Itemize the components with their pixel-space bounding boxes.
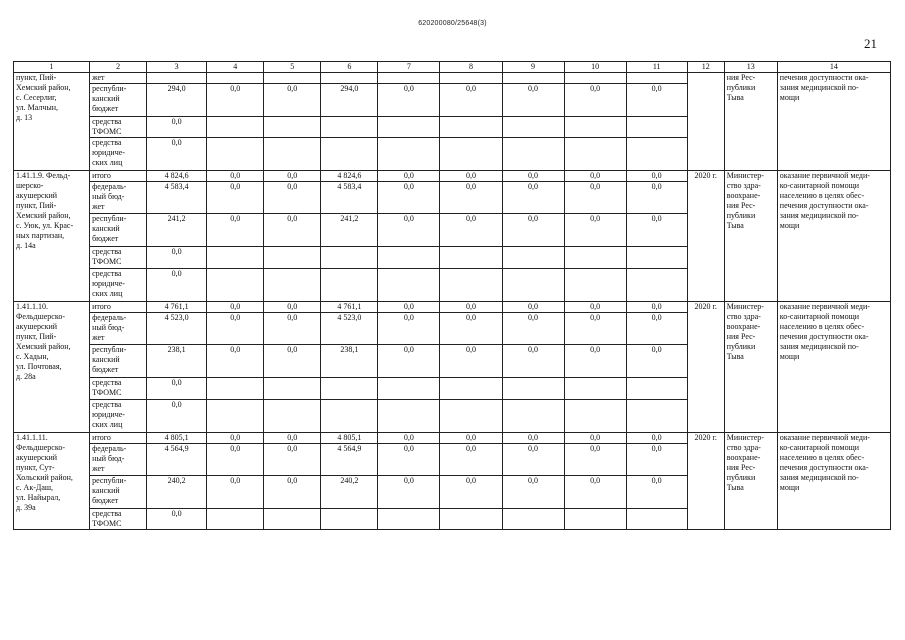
amount-cell bbox=[502, 378, 564, 400]
amount-cell: 0,0 bbox=[502, 444, 564, 476]
table-row bbox=[14, 73, 891, 84]
funding-source-cell: средства ТФОМС bbox=[90, 247, 147, 269]
amount-cell: 0,0 bbox=[264, 182, 321, 214]
amount-cell bbox=[264, 117, 321, 138]
amount-cell bbox=[264, 378, 321, 400]
amount-cell: 0,0 bbox=[207, 313, 264, 345]
amount-cell: 4 824,6 bbox=[147, 171, 207, 182]
amount-cell bbox=[440, 138, 502, 171]
amount-cell: 0,0 bbox=[626, 444, 687, 476]
amount-cell: 0,0 bbox=[264, 433, 321, 444]
amount-cell bbox=[207, 400, 264, 433]
amount-cell: 0,0 bbox=[440, 345, 502, 378]
amount-cell bbox=[378, 247, 440, 269]
funding-source-cell: средства юридиче- ских лиц bbox=[90, 269, 147, 302]
amount-cell bbox=[321, 73, 378, 84]
amount-cell: 0,0 bbox=[502, 214, 564, 247]
object-name-cell: пункт, Пий- Хемский район, с. Сесерлиг, ул. Малчын, д. 13 bbox=[14, 73, 90, 171]
column-number: 4 bbox=[207, 62, 264, 73]
column-number: 14 bbox=[777, 62, 890, 73]
amount-cell: 0,0 bbox=[147, 269, 207, 302]
amount-cell: 4 523,0 bbox=[321, 313, 378, 345]
year-cell: 2020 г. bbox=[687, 433, 724, 530]
amount-cell: 0,0 bbox=[147, 247, 207, 269]
amount-cell bbox=[564, 73, 626, 84]
amount-cell: 0,0 bbox=[626, 84, 687, 117]
column-number: 9 bbox=[502, 62, 564, 73]
amount-cell bbox=[502, 247, 564, 269]
amount-cell bbox=[264, 73, 321, 84]
amount-cell: 0,0 bbox=[564, 182, 626, 214]
amount-cell bbox=[440, 269, 502, 302]
amount-cell: 4 583,4 bbox=[321, 182, 378, 214]
amount-cell bbox=[207, 509, 264, 530]
amount-cell: 0,0 bbox=[378, 476, 440, 509]
amount-cell: 0,0 bbox=[564, 302, 626, 313]
amount-cell: 0,0 bbox=[378, 84, 440, 117]
amount-cell: 0,0 bbox=[264, 313, 321, 345]
amount-cell bbox=[378, 269, 440, 302]
amount-cell bbox=[440, 509, 502, 530]
amount-cell bbox=[626, 247, 687, 269]
amount-cell bbox=[440, 400, 502, 433]
amount-cell: 0,0 bbox=[264, 214, 321, 247]
amount-cell: 0,0 bbox=[378, 433, 440, 444]
executor-cell: Министер- ство здра- воохране- ния Рес- публики Тыва bbox=[724, 171, 777, 302]
funding-source-cell: республи- канский бюджет bbox=[90, 84, 147, 117]
amount-cell bbox=[378, 400, 440, 433]
amount-cell: 4 564,9 bbox=[147, 444, 207, 476]
funding-source-cell: федераль- ный бюд- жет bbox=[90, 182, 147, 214]
executor-cell: Министер- ство здра- воохране- ния Рес- публики Тыва bbox=[724, 302, 777, 433]
amount-cell bbox=[502, 117, 564, 138]
amount-cell: 0,0 bbox=[440, 313, 502, 345]
goal-cell: печения доступности ока- зания медицинской по- мощи bbox=[777, 73, 890, 171]
amount-cell: 0,0 bbox=[378, 214, 440, 247]
amount-cell bbox=[321, 247, 378, 269]
funding-source-cell: итого bbox=[90, 302, 147, 313]
amount-cell bbox=[264, 509, 321, 530]
amount-cell: 0,0 bbox=[264, 345, 321, 378]
column-number: 2 bbox=[90, 62, 147, 73]
amount-cell bbox=[378, 378, 440, 400]
amount-cell: 0,0 bbox=[440, 444, 502, 476]
amount-cell: 0,0 bbox=[502, 345, 564, 378]
amount-cell: 0,0 bbox=[378, 313, 440, 345]
amount-cell: 241,2 bbox=[147, 214, 207, 247]
amount-cell: 0,0 bbox=[207, 84, 264, 117]
amount-cell: 0,0 bbox=[264, 302, 321, 313]
amount-cell: 4 761,1 bbox=[321, 302, 378, 313]
amount-cell: 0,0 bbox=[147, 400, 207, 433]
amount-cell: 240,2 bbox=[321, 476, 378, 509]
funding-source-cell: республи- канский бюджет bbox=[90, 476, 147, 509]
amount-cell bbox=[564, 247, 626, 269]
amount-cell bbox=[147, 73, 207, 84]
funding-source-cell: федераль- ный бюд- жет bbox=[90, 444, 147, 476]
amount-cell: 0,0 bbox=[207, 171, 264, 182]
amount-cell: 0,0 bbox=[378, 444, 440, 476]
amount-cell: 4 824,6 bbox=[321, 171, 378, 182]
column-number: 7 bbox=[378, 62, 440, 73]
amount-cell: 0,0 bbox=[264, 476, 321, 509]
funding-source-cell: средства ТФОМС bbox=[90, 509, 147, 530]
amount-cell: 0,0 bbox=[626, 302, 687, 313]
amount-cell bbox=[321, 269, 378, 302]
amount-cell: 0,0 bbox=[440, 171, 502, 182]
amount-cell: 0,0 bbox=[564, 313, 626, 345]
funding-source-cell: средства ТФОМС bbox=[90, 117, 147, 138]
amount-cell bbox=[502, 400, 564, 433]
amount-cell bbox=[564, 400, 626, 433]
amount-cell: 0,0 bbox=[564, 444, 626, 476]
amount-cell: 0,0 bbox=[564, 171, 626, 182]
amount-cell bbox=[502, 509, 564, 530]
funding-source-cell: итого bbox=[90, 171, 147, 182]
year-cell: 2020 г. bbox=[687, 171, 724, 302]
funding-source-cell: средства ТФОМС bbox=[90, 378, 147, 400]
amount-cell: 0,0 bbox=[207, 345, 264, 378]
column-number: 12 bbox=[687, 62, 724, 73]
amount-cell: 0,0 bbox=[626, 182, 687, 214]
column-number: 6 bbox=[321, 62, 378, 73]
amount-cell bbox=[264, 269, 321, 302]
amount-cell bbox=[564, 117, 626, 138]
amount-cell bbox=[440, 117, 502, 138]
amount-cell bbox=[440, 378, 502, 400]
amount-cell: 0,0 bbox=[264, 171, 321, 182]
amount-cell: 0,0 bbox=[207, 302, 264, 313]
year-cell: 2020 г. bbox=[687, 302, 724, 433]
amount-cell: 0,0 bbox=[207, 433, 264, 444]
column-number: 5 bbox=[264, 62, 321, 73]
column-number-row bbox=[14, 62, 891, 73]
amount-cell: 0,0 bbox=[378, 182, 440, 214]
amount-cell: 0,0 bbox=[440, 302, 502, 313]
amount-cell: 0,0 bbox=[207, 444, 264, 476]
goal-cell: оказание первичной меди- ко-санитарной помощи населению в целях обес- печения доступности ока- зания медицинской по- мощи bbox=[777, 171, 890, 302]
amount-cell: 0,0 bbox=[502, 302, 564, 313]
amount-cell bbox=[626, 117, 687, 138]
amount-cell bbox=[626, 509, 687, 530]
amount-cell bbox=[564, 509, 626, 530]
amount-cell bbox=[626, 400, 687, 433]
amount-cell bbox=[564, 269, 626, 302]
amount-cell: 0,0 bbox=[378, 171, 440, 182]
executor-cell: Министер- ство здра- воохране- ния Рес- публики Тыва bbox=[724, 433, 777, 530]
amount-cell: 0,0 bbox=[440, 182, 502, 214]
funding-source-cell: жет bbox=[90, 73, 147, 84]
amount-cell: 0,0 bbox=[440, 433, 502, 444]
column-number: 3 bbox=[147, 62, 207, 73]
amount-cell bbox=[378, 509, 440, 530]
amount-cell bbox=[626, 378, 687, 400]
amount-cell bbox=[321, 138, 378, 171]
amount-cell: 0,0 bbox=[564, 476, 626, 509]
amount-cell: 0,0 bbox=[502, 171, 564, 182]
amount-cell: 4 583,4 bbox=[147, 182, 207, 214]
amount-cell: 0,0 bbox=[147, 117, 207, 138]
amount-cell bbox=[321, 378, 378, 400]
year-cell bbox=[687, 73, 724, 171]
amount-cell bbox=[321, 509, 378, 530]
amount-cell bbox=[378, 138, 440, 171]
amount-cell: 0,0 bbox=[564, 84, 626, 117]
amount-cell: 0,0 bbox=[207, 182, 264, 214]
amount-cell bbox=[207, 378, 264, 400]
amount-cell bbox=[440, 73, 502, 84]
amount-cell: 0,0 bbox=[502, 84, 564, 117]
amount-cell: 0,0 bbox=[626, 171, 687, 182]
financing-table bbox=[13, 61, 891, 530]
amount-cell: 0,0 bbox=[626, 476, 687, 509]
table-row bbox=[14, 433, 891, 444]
amount-cell bbox=[564, 138, 626, 171]
amount-cell: 294,0 bbox=[147, 84, 207, 117]
amount-cell: 0,0 bbox=[502, 182, 564, 214]
amount-cell: 0,0 bbox=[502, 476, 564, 509]
table-row bbox=[14, 171, 891, 182]
amount-cell: 0,0 bbox=[626, 433, 687, 444]
page-number: 21 bbox=[864, 36, 877, 51]
amount-cell bbox=[264, 247, 321, 269]
column-number: 1 bbox=[14, 62, 90, 73]
amount-cell: 0,0 bbox=[264, 84, 321, 117]
document-id: 620200080/25648(3) bbox=[418, 20, 487, 27]
amount-cell: 0,0 bbox=[264, 444, 321, 476]
amount-cell: 4 805,1 bbox=[147, 433, 207, 444]
amount-cell bbox=[378, 117, 440, 138]
funding-source-cell: федераль- ный бюд- жет bbox=[90, 313, 147, 345]
object-name-cell: 1.41.1.10. Фельдшерско- акушерский пункт, Пий- Хемский район, с. Хадын, ул. Почтовая, д. 28а bbox=[14, 302, 90, 433]
amount-cell: 0,0 bbox=[502, 313, 564, 345]
amount-cell bbox=[207, 117, 264, 138]
amount-cell: 0,0 bbox=[440, 476, 502, 509]
funding-source-cell: итого bbox=[90, 433, 147, 444]
amount-cell: 238,1 bbox=[321, 345, 378, 378]
funding-source-cell: республи- канский бюджет bbox=[90, 214, 147, 247]
amount-cell: 0,0 bbox=[207, 214, 264, 247]
funding-source-cell: средства юридиче- ских лиц bbox=[90, 400, 147, 433]
column-number: 10 bbox=[564, 62, 626, 73]
amount-cell: 0,0 bbox=[626, 313, 687, 345]
amount-cell: 0,0 bbox=[147, 509, 207, 530]
object-name-cell: 1.41.1.9. Фельд- шерско- акушерский пункт, Пий- Хемский район, с. Уюк, ул. Крас- ных партизан, д. 14а bbox=[14, 171, 90, 302]
amount-cell bbox=[207, 73, 264, 84]
amount-cell bbox=[264, 138, 321, 171]
amount-cell bbox=[626, 73, 687, 84]
amount-cell: 4 761,1 bbox=[147, 302, 207, 313]
amount-cell: 0,0 bbox=[564, 433, 626, 444]
amount-cell: 241,2 bbox=[321, 214, 378, 247]
amount-cell: 4 805,1 bbox=[321, 433, 378, 444]
column-number: 8 bbox=[440, 62, 502, 73]
funding-source-cell: средства юридиче- ских лиц bbox=[90, 138, 147, 171]
amount-cell bbox=[378, 73, 440, 84]
amount-cell: 0,0 bbox=[378, 345, 440, 378]
amount-cell bbox=[502, 73, 564, 84]
object-name-cell: 1.41.1.11. Фельдшерско- акушерский пункт, Сут- Хольский район, с. Ак-Даш, ул. Найырал, д. 39а bbox=[14, 433, 90, 530]
goal-cell: оказание первичной меди- ко-санитарной помощи населению в целях обес- печения доступности ока- зания медицинской по- мощи bbox=[777, 433, 890, 530]
executor-cell: ния Рес- публики Тыва bbox=[724, 73, 777, 171]
amount-cell: 4 523,0 bbox=[147, 313, 207, 345]
amount-cell bbox=[626, 269, 687, 302]
amount-cell: 0,0 bbox=[626, 345, 687, 378]
amount-cell bbox=[207, 247, 264, 269]
amount-cell: 0,0 bbox=[440, 214, 502, 247]
amount-cell: 0,0 bbox=[502, 433, 564, 444]
amount-cell bbox=[321, 117, 378, 138]
amount-cell bbox=[264, 400, 321, 433]
amount-cell bbox=[502, 269, 564, 302]
amount-cell bbox=[207, 138, 264, 171]
amount-cell bbox=[502, 138, 564, 171]
amount-cell: 294,0 bbox=[321, 84, 378, 117]
amount-cell: 0,0 bbox=[207, 476, 264, 509]
amount-cell bbox=[626, 138, 687, 171]
table-row bbox=[14, 302, 891, 313]
amount-cell: 0,0 bbox=[564, 214, 626, 247]
amount-cell: 0,0 bbox=[564, 345, 626, 378]
amount-cell bbox=[321, 400, 378, 433]
amount-cell bbox=[564, 378, 626, 400]
amount-cell: 240,2 bbox=[147, 476, 207, 509]
amount-cell: 0,0 bbox=[147, 138, 207, 171]
amount-cell bbox=[440, 247, 502, 269]
amount-cell: 4 564,9 bbox=[321, 444, 378, 476]
column-number: 11 bbox=[626, 62, 687, 73]
goal-cell: оказание первичной меди- ко-санитарной помощи населению в целях обес- печения доступности ока- зания медицинской по- мощи bbox=[777, 302, 890, 433]
funding-source-cell: республи- канский бюджет bbox=[90, 345, 147, 378]
amount-cell: 0,0 bbox=[440, 84, 502, 117]
amount-cell: 0,0 bbox=[626, 214, 687, 247]
amount-cell: 0,0 bbox=[378, 302, 440, 313]
column-number: 13 bbox=[724, 62, 777, 73]
amount-cell: 238,1 bbox=[147, 345, 207, 378]
amount-cell: 0,0 bbox=[147, 378, 207, 400]
amount-cell bbox=[207, 269, 264, 302]
